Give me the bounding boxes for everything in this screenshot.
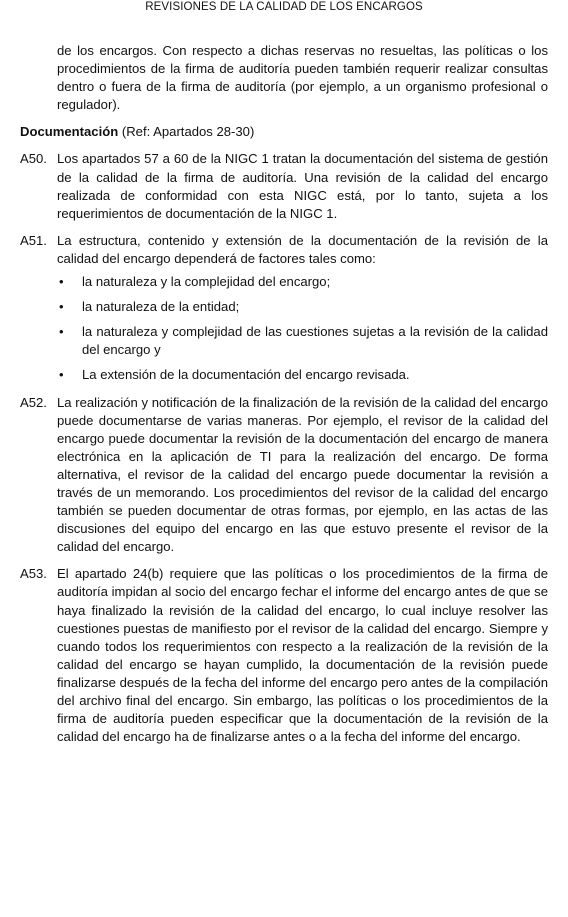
section-reference: (Ref: Apartados 28-30)	[118, 124, 255, 140]
paragraph-text: La realización y notificación de la finalización de la revisión de la calidad del encargo puede documentarse de varias maneras. Por ejemplo, el revisor de la calidad del encargo puede documentar la revisión de la documentación del encargo de manera electrónica en la aplicación de TI para la realización del encargo. De forma alternativa, el revisor de la calidad del encargo puede documentar la revisión a través de un memorando. Los procedimientos del revisor de la calidad del encargo también se pueden documentar de otras formas, por ejemplo, en las actas de las discusiones del equipo del encargo en las que estuvo presente el revisor de la calidad del encargo.	[57, 394, 548, 555]
paragraph-text: La estructura, contenido y extensión de la documentación de la revisión de la calidad del encargo dependerá de factores tales como:	[57, 232, 548, 266]
paragraph-a53	[20, 565, 548, 746]
factor-list	[57, 273, 548, 384]
paragraph-number: A53.	[20, 566, 47, 582]
paragraph-number: A50.	[20, 151, 47, 167]
running-header: REVISIONES DE LA CALIDAD DE LOS ENCARGOS	[145, 1, 423, 13]
bullet-icon: •	[59, 367, 64, 383]
section-heading	[20, 123, 548, 141]
paragraph-text: Los apartados 57 a 60 de la NIGC 1 tratan la documentación del sistema de gestión de la calidad de la firma de auditoría. Una revisión de la calidad del encargo realizada de conformidad con esta NIGC está, por lo tanto, sujeta a los requerimientos de documentación de la NIGC 1.	[57, 151, 548, 221]
bullet-icon: •	[59, 299, 64, 315]
continuation-paragraph: de los encargos. Con respecto a dichas reservas no resueltas, las políticas o los procedimientos de la firma de auditoría pueden también requerir realizar consultas dentro o fuera de la firma de auditoría (por ejemplo, a un organismo profesional o regulador).	[57, 43, 548, 113]
list-item	[57, 323, 548, 359]
paragraph-number: A52.	[20, 394, 47, 410]
bullet-icon: •	[59, 324, 64, 340]
list-item-text: la naturaleza y complejidad de las cuestiones sujetas a la revisión de la calidad del encargo y	[82, 324, 548, 358]
list-item	[57, 298, 548, 316]
document-body	[20, 42, 548, 755]
paragraph-a52	[20, 394, 548, 557]
list-item	[57, 273, 548, 291]
paragraph-text: El apartado 24(b) requiere que las políticas o los procedimientos de la firma de auditoría impidan al socio del encargo fechar el informe del encargo antes de que se haya finalizado la revisión de la calidad del encargo, lo cual incluye resolver las cuestiones puestas de manifiesto por el revisor de la calidad del encargo. Siempre y cuando todos los requerimientos con respecto a la realización de la revisión de la calidad del encargo se hayan cumplido, la documentación de la revisión puede finalizarse después de la fecha del informe del encargo pero antes de la compilación del archivo final del encargo. Sin embargo, las políticas o los procedimientos de la firma de auditoría pueden especificar que la documentación de la revisión de la calidad del encargo ha de finalizarse antes o a la fecha del informe del encargo.	[57, 566, 548, 745]
paragraph-a50	[20, 150, 548, 222]
section-title: Documentación	[20, 124, 119, 140]
list-item-text: la naturaleza y la complejidad del encargo;	[82, 274, 331, 290]
paragraph-a51	[20, 232, 548, 385]
list-item	[57, 366, 548, 384]
list-item-text: La extensión de la documentación del encargo revisada.	[82, 367, 410, 383]
paragraph-number: A51.	[20, 232, 47, 248]
list-item-text: la naturaleza de la entidad;	[82, 299, 240, 315]
bullet-icon: •	[59, 274, 64, 290]
